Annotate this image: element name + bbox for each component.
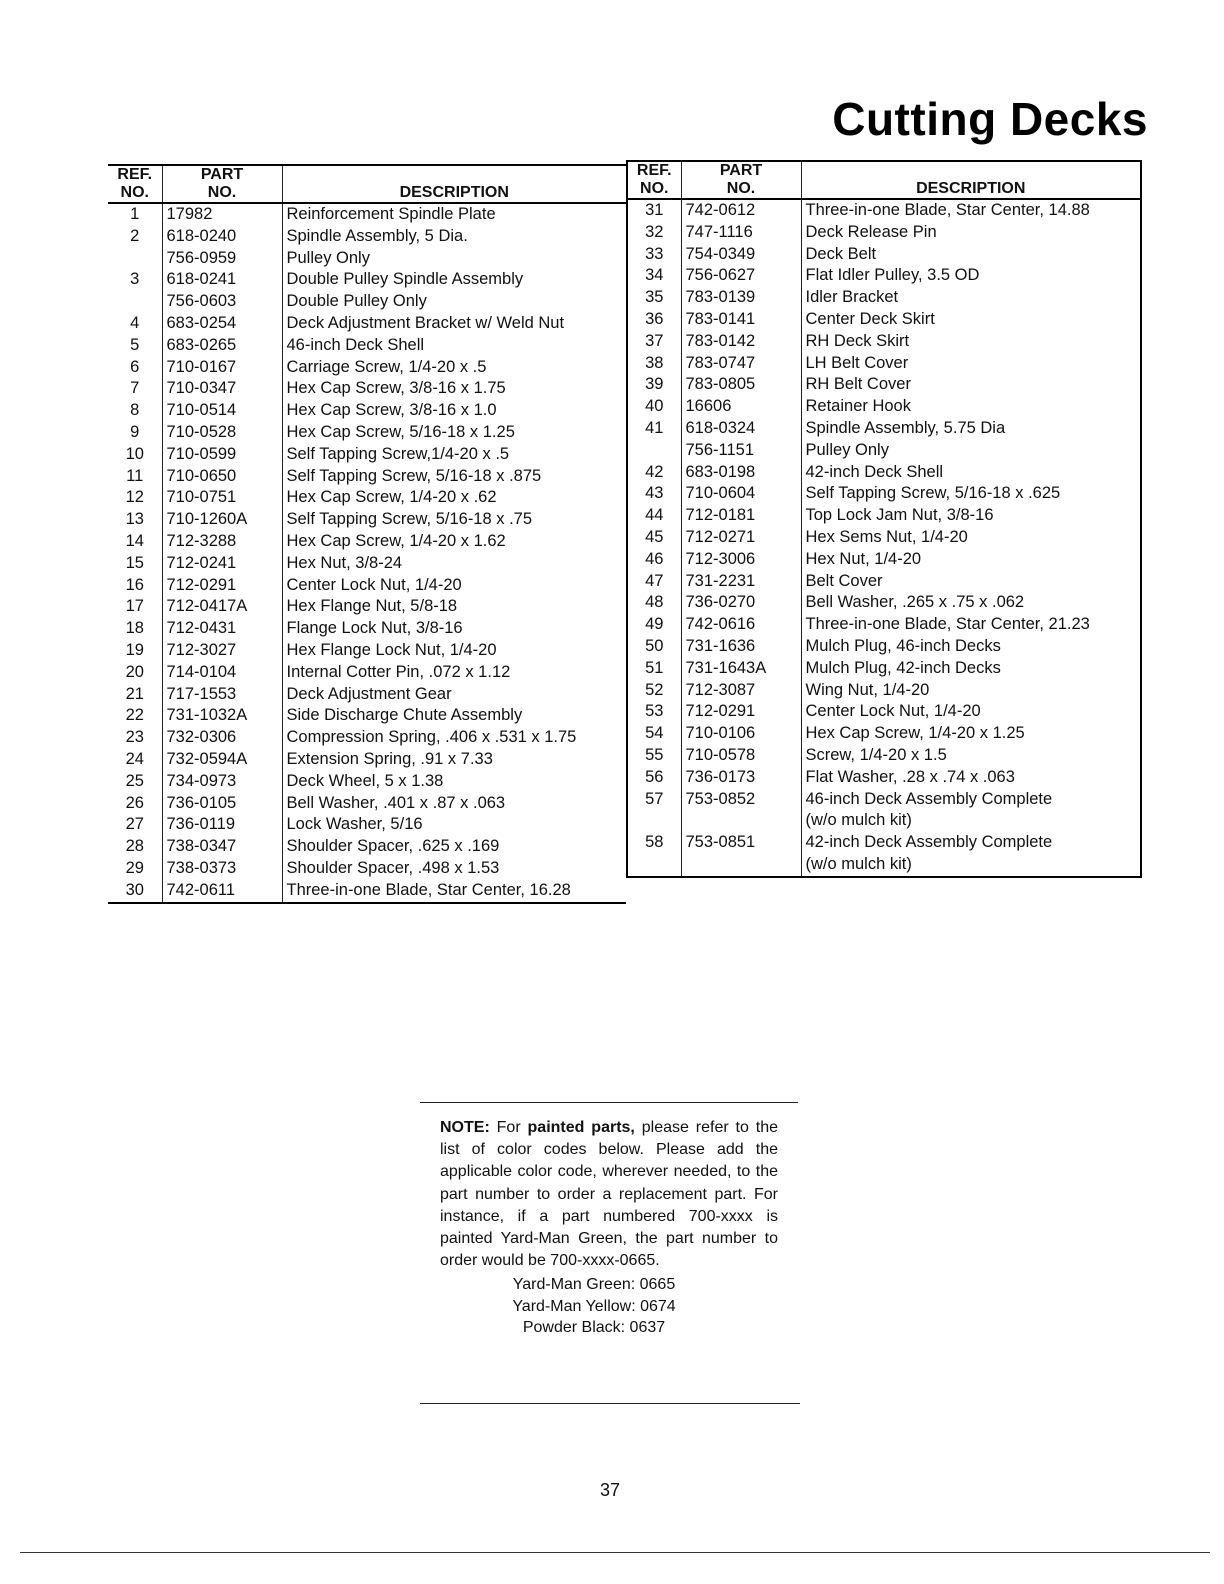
description-cell: Hex Flange Lock Nut, 1/4-20 xyxy=(282,640,626,662)
part-no-cell: 712-0417A xyxy=(162,596,282,618)
description-cell: LH Belt Cover xyxy=(801,353,1141,375)
description-cell: Lock Washer, 5/16 xyxy=(282,814,626,836)
parts-table-right-body xyxy=(627,199,1141,877)
ref-no-cell: 40 xyxy=(645,397,664,416)
table-row xyxy=(108,749,626,771)
table-row xyxy=(108,858,626,880)
ref-no-cell: 4 xyxy=(130,313,140,332)
description-cell: Pulley Only xyxy=(801,440,1141,462)
part-no-cell: 712-3006 xyxy=(681,549,801,571)
description-cell: Deck Adjustment Bracket w/ Weld Nut xyxy=(282,313,626,335)
ref-no-cell: 3 xyxy=(130,270,140,289)
table-row xyxy=(627,483,1141,505)
ref-no-cell xyxy=(108,291,162,313)
part-no-cell: 712-3288 xyxy=(162,531,282,553)
table-row xyxy=(627,789,1141,811)
part-no-cell xyxy=(681,854,801,877)
description-cell: Deck Adjustment Gear xyxy=(282,684,626,706)
part-no-cell: 17982 xyxy=(162,203,282,226)
description-cell: Shoulder Spacer, .625 x .169 xyxy=(282,836,626,858)
header-description: DESCRIPTION xyxy=(801,161,1141,199)
part-no-cell: 710-0650 xyxy=(162,466,282,488)
description-cell: Shoulder Spacer, .498 x 1.53 xyxy=(282,858,626,880)
part-no-cell: 731-1636 xyxy=(681,636,801,658)
part-no-cell: 717-1553 xyxy=(162,684,282,706)
table-row xyxy=(627,592,1141,614)
parts-table-left xyxy=(108,164,626,904)
description-cell: Hex Cap Screw, 1/4-20 x .62 xyxy=(282,487,626,509)
table-row xyxy=(108,596,626,618)
part-no-cell: 710-0578 xyxy=(681,745,801,767)
table-row xyxy=(108,836,626,858)
table-row xyxy=(627,549,1141,571)
part-no-cell: 710-1260A xyxy=(162,509,282,531)
table-row xyxy=(627,832,1141,854)
description-cell: Spindle Assembly, 5 Dia. xyxy=(282,226,626,248)
description-cell: (w/o mulch kit) xyxy=(801,810,1141,832)
table-row xyxy=(627,680,1141,702)
table-row xyxy=(108,575,626,597)
table-row xyxy=(108,335,626,357)
part-no-cell: 714-0104 xyxy=(162,662,282,684)
part-no-cell: 731-1032A xyxy=(162,705,282,727)
description-cell: Extension Spring, .91 x 7.33 xyxy=(282,749,626,771)
description-cell: 42-inch Deck Assembly Complete xyxy=(801,832,1141,854)
description-cell: Bell Washer, .265 x .75 x .062 xyxy=(801,592,1141,614)
color-code-item: Yard-Man Yellow: 0674 xyxy=(512,1297,676,1315)
description-cell: RH Belt Cover xyxy=(801,374,1141,396)
ref-no-cell: 17 xyxy=(125,597,144,616)
part-no-cell: 710-0604 xyxy=(681,483,801,505)
ref-no-cell: 26 xyxy=(125,793,144,812)
description-cell: Hex Cap Screw, 5/16-18 x 1.25 xyxy=(282,422,626,444)
part-no-cell: 712-3027 xyxy=(162,640,282,662)
ref-no-cell: 28 xyxy=(125,837,144,856)
ref-no-cell: 39 xyxy=(645,375,664,394)
part-no-cell: 783-0747 xyxy=(681,353,801,375)
description-cell: RH Deck Skirt xyxy=(801,331,1141,353)
description-cell: 46-inch Deck Shell xyxy=(282,335,626,357)
part-no-cell: 742-0616 xyxy=(681,614,801,636)
table-row xyxy=(627,418,1141,440)
part-no-cell: 712-3087 xyxy=(681,680,801,702)
part-no-cell: 683-0265 xyxy=(162,335,282,357)
ref-no-cell: 18 xyxy=(125,619,144,638)
description-cell: Bell Washer, .401 x .87 x .063 xyxy=(282,793,626,815)
part-no-cell: 756-0603 xyxy=(162,291,282,313)
ref-no-cell: 33 xyxy=(645,244,664,263)
header-description: DESCRIPTION xyxy=(282,165,626,203)
table-row xyxy=(627,440,1141,462)
header-ref-no: REF. NO. xyxy=(108,165,162,203)
ref-no-cell: 11 xyxy=(126,466,144,485)
table-row xyxy=(108,793,626,815)
ref-no-cell: 50 xyxy=(645,636,664,655)
table-row xyxy=(627,244,1141,266)
description-cell: Screw, 1/4-20 x 1.5 xyxy=(801,745,1141,767)
table-row xyxy=(627,701,1141,723)
description-cell: Reinforcement Spindle Plate xyxy=(282,203,626,226)
description-cell: Mulch Plug, 42-inch Decks xyxy=(801,658,1141,680)
description-cell: Three-in-one Blade, Star Center, 21.23 xyxy=(801,614,1141,636)
ref-no-cell: 48 xyxy=(645,593,664,612)
table-row xyxy=(108,640,626,662)
ref-no-cell: 34 xyxy=(645,266,664,285)
ref-no-cell: 23 xyxy=(125,728,144,747)
part-no-cell: 16606 xyxy=(681,396,801,418)
table-row xyxy=(108,422,626,444)
table-row xyxy=(108,313,626,335)
table-row xyxy=(627,636,1141,658)
ref-no-cell: 16 xyxy=(125,575,144,594)
description-cell: Deck Wheel, 5 x 1.38 xyxy=(282,771,626,793)
part-no-cell: 783-0141 xyxy=(681,309,801,331)
ref-no-cell: 15 xyxy=(125,553,144,572)
ref-no-cell: 14 xyxy=(125,531,144,550)
note-text-before: For xyxy=(496,1119,521,1136)
part-no-cell: 783-0139 xyxy=(681,287,801,309)
description-cell: Self Tapping Screw, 5/16-18 x .875 xyxy=(282,466,626,488)
description-cell: Hex Cap Screw, 1/4-20 x 1.25 xyxy=(801,723,1141,745)
table-row xyxy=(627,614,1141,636)
table-row xyxy=(627,854,1141,877)
page-number: 37 xyxy=(599,1480,621,1500)
part-no-cell: 710-0514 xyxy=(162,400,282,422)
ref-no-cell: 55 xyxy=(645,745,664,764)
table-row xyxy=(108,814,626,836)
part-no-cell: 618-0240 xyxy=(162,226,282,248)
description-cell: Center Lock Nut, 1/4-20 xyxy=(282,575,626,597)
part-no-cell: 710-0347 xyxy=(162,378,282,400)
part-no-cell: 738-0347 xyxy=(162,836,282,858)
description-cell: Hex Cap Screw, 3/8-16 x 1.0 xyxy=(282,400,626,422)
ref-no-cell: 2 xyxy=(130,226,140,245)
table-row xyxy=(627,331,1141,353)
ref-no-cell: 38 xyxy=(645,353,664,372)
note-text-after: please refer to the list of color codes below. Please add the applicable color code, wherever needed, to the part number to order a replacement part. For instance, if a part numbered 700-xxxx is painted Yard-Man Green, the part number to order would be 700-xxxx-0665. xyxy=(440,1119,778,1270)
part-no-cell: 712-0271 xyxy=(681,527,801,549)
table-row xyxy=(108,444,626,466)
table-row xyxy=(108,357,626,379)
table-row xyxy=(627,222,1141,244)
table-row xyxy=(627,265,1141,287)
ref-no-cell xyxy=(108,248,162,270)
ref-no-cell: 43 xyxy=(645,484,664,503)
table-row xyxy=(108,705,626,727)
part-no-cell: 754-0349 xyxy=(681,244,801,266)
ref-no-cell: 56 xyxy=(645,767,664,786)
description-cell: 46-inch Deck Assembly Complete xyxy=(801,789,1141,811)
part-no-cell: 756-0959 xyxy=(162,248,282,270)
part-no-cell: 731-1643A xyxy=(681,658,801,680)
ref-no-cell: 27 xyxy=(125,815,144,834)
description-cell: Self Tapping Screw, 5/16-18 x .625 xyxy=(801,483,1141,505)
description-cell: Top Lock Jam Nut, 3/8-16 xyxy=(801,505,1141,527)
parts-table-left-body xyxy=(108,203,626,903)
table-row xyxy=(108,291,626,313)
ref-no-cell: 22 xyxy=(125,706,144,725)
table-row xyxy=(108,553,626,575)
description-cell: Carriage Screw, 1/4-20 x .5 xyxy=(282,357,626,379)
ref-no-cell: 53 xyxy=(645,702,664,721)
ref-no-cell: 12 xyxy=(125,488,144,507)
part-no-cell: 618-0241 xyxy=(162,269,282,291)
ref-no-cell xyxy=(627,440,681,462)
part-no-cell: 710-0751 xyxy=(162,487,282,509)
part-no-cell: 710-0599 xyxy=(162,444,282,466)
part-no-cell: 742-0611 xyxy=(162,880,282,903)
description-cell: Pulley Only xyxy=(282,248,626,270)
note-bottom-rule xyxy=(420,1403,800,1404)
ref-no-cell: 42 xyxy=(645,462,664,481)
ref-no-cell: 1 xyxy=(130,205,140,223)
ref-no-cell: 8 xyxy=(130,401,140,420)
description-cell: Hex Nut, 3/8-24 xyxy=(282,553,626,575)
description-cell: Side Discharge Chute Assembly xyxy=(282,705,626,727)
ref-no-cell: 57 xyxy=(645,789,664,808)
table-row xyxy=(108,727,626,749)
ref-no-cell xyxy=(627,810,681,832)
part-no-cell: 753-0851 xyxy=(681,832,801,854)
ref-no-cell: 51 xyxy=(645,658,664,677)
parts-table-right xyxy=(626,160,1142,878)
part-no-cell: 732-0306 xyxy=(162,727,282,749)
description-cell: Wing Nut, 1/4-20 xyxy=(801,680,1141,702)
ref-no-cell: 9 xyxy=(130,422,140,441)
header-part-no: PART NO. xyxy=(162,165,282,203)
part-no-cell: 734-0973 xyxy=(162,771,282,793)
table-row xyxy=(108,487,626,509)
note-label: NOTE: xyxy=(440,1119,490,1136)
color-code-item: Powder Black: 0637 xyxy=(522,1319,666,1337)
table-row xyxy=(108,662,626,684)
ref-no-cell: 29 xyxy=(125,858,144,877)
table-row xyxy=(108,269,626,291)
table-row xyxy=(108,203,626,226)
description-cell: Deck Belt xyxy=(801,244,1141,266)
table-row xyxy=(627,462,1141,484)
table-row xyxy=(108,531,626,553)
description-cell: 42-inch Deck Shell xyxy=(801,462,1141,484)
part-no-cell: 742-0612 xyxy=(681,199,801,222)
color-code-item: Yard-Man Green: 0665 xyxy=(512,1276,676,1294)
table-row xyxy=(108,248,626,270)
color-code-list xyxy=(440,1274,778,1339)
description-cell: Spindle Assembly, 5.75 Dia xyxy=(801,418,1141,440)
table-row xyxy=(108,618,626,640)
part-no-cell: 783-0142 xyxy=(681,331,801,353)
table-row xyxy=(627,767,1141,789)
part-no-cell: 736-0119 xyxy=(162,814,282,836)
table-row xyxy=(108,466,626,488)
table-row xyxy=(108,684,626,706)
description-cell: Self Tapping Screw,1/4-20 x .5 xyxy=(282,444,626,466)
part-no-cell: 712-0431 xyxy=(162,618,282,640)
table-row xyxy=(627,505,1141,527)
description-cell: Center Lock Nut, 1/4-20 xyxy=(801,701,1141,723)
ref-no-cell: 49 xyxy=(645,615,664,634)
painted-parts-note xyxy=(420,1102,798,1405)
ref-no-cell xyxy=(627,854,681,877)
table-row xyxy=(627,723,1141,745)
part-no-cell: 731-2231 xyxy=(681,571,801,593)
table-row xyxy=(627,309,1141,331)
description-cell: Retainer Hook xyxy=(801,396,1141,418)
table-row xyxy=(108,226,626,248)
description-cell: Self Tapping Screw, 5/16-18 x .75 xyxy=(282,509,626,531)
part-no-cell: 747-1116 xyxy=(681,222,801,244)
description-cell: Deck Release Pin xyxy=(801,222,1141,244)
ref-no-cell: 6 xyxy=(130,357,140,376)
description-cell: Compression Spring, .406 x .531 x 1.75 xyxy=(282,727,626,749)
ref-no-cell: 35 xyxy=(645,288,664,307)
part-no-cell xyxy=(681,810,801,832)
table-row xyxy=(108,378,626,400)
ref-no-cell: 21 xyxy=(125,684,144,703)
note-bold-phrase: painted parts, xyxy=(527,1119,635,1136)
table-row xyxy=(108,771,626,793)
part-no-cell: 753-0852 xyxy=(681,789,801,811)
ref-no-cell: 45 xyxy=(645,527,664,546)
description-cell: Flange Lock Nut, 3/8-16 xyxy=(282,618,626,640)
description-cell: Three-in-one Blade, Star Center, 14.88 xyxy=(801,199,1141,222)
description-cell: Flat Washer, .28 x .74 x .063 xyxy=(801,767,1141,789)
table-row xyxy=(627,287,1141,309)
part-no-cell: 712-0291 xyxy=(162,575,282,597)
part-no-cell: 618-0324 xyxy=(681,418,801,440)
ref-no-cell: 36 xyxy=(645,309,664,328)
ref-no-cell: 10 xyxy=(125,444,144,463)
ref-no-cell: 24 xyxy=(125,749,144,768)
table-row xyxy=(108,400,626,422)
part-no-cell: 710-0528 xyxy=(162,422,282,444)
description-cell: Internal Cotter Pin, .072 x 1.12 xyxy=(282,662,626,684)
description-cell: Hex Sems Nut, 1/4-20 xyxy=(801,527,1141,549)
description-cell: Mulch Plug, 46-inch Decks xyxy=(801,636,1141,658)
ref-no-cell: 5 xyxy=(130,335,140,354)
description-cell: Belt Cover xyxy=(801,571,1141,593)
ref-no-cell: 19 xyxy=(125,640,144,659)
part-no-cell: 683-0254 xyxy=(162,313,282,335)
part-no-cell: 738-0373 xyxy=(162,858,282,880)
ref-no-cell: 25 xyxy=(125,771,144,790)
description-cell: Hex Cap Screw, 1/4-20 x 1.62 xyxy=(282,531,626,553)
page-title: Cutting Decks xyxy=(832,93,1148,145)
part-no-cell: 712-0181 xyxy=(681,505,801,527)
ref-no-cell: 58 xyxy=(645,833,664,852)
table-row xyxy=(627,745,1141,767)
header-part-no: PART NO. xyxy=(681,161,801,199)
description-cell: Three-in-one Blade, Star Center, 16.28 xyxy=(282,880,626,903)
table-row xyxy=(627,396,1141,418)
ref-no-cell: 46 xyxy=(645,549,664,568)
ref-no-cell: 47 xyxy=(645,571,664,590)
description-cell: Idler Bracket xyxy=(801,287,1141,309)
part-no-cell: 736-0173 xyxy=(681,767,801,789)
ref-no-cell: 52 xyxy=(645,680,664,699)
ref-no-cell: 54 xyxy=(645,724,664,743)
ref-no-cell: 37 xyxy=(645,331,664,350)
ref-no-cell: 32 xyxy=(645,222,664,241)
part-no-cell: 756-0627 xyxy=(681,265,801,287)
part-no-cell: 712-0291 xyxy=(681,701,801,723)
ref-no-cell: 41 xyxy=(645,418,664,437)
part-no-cell: 736-0270 xyxy=(681,592,801,614)
table-row xyxy=(627,571,1141,593)
ref-no-cell: 31 xyxy=(645,201,664,219)
description-cell: Hex Nut, 1/4-20 xyxy=(801,549,1141,571)
description-cell: (w/o mulch kit) xyxy=(801,854,1141,877)
header-ref-no: REF. NO. xyxy=(627,161,681,199)
part-no-cell: 756-1151 xyxy=(681,440,801,462)
table-row xyxy=(627,199,1141,222)
description-cell: Double Pulley Only xyxy=(282,291,626,313)
description-cell: Center Deck Skirt xyxy=(801,309,1141,331)
ref-no-cell: 13 xyxy=(125,510,144,529)
part-no-cell: 732-0594A xyxy=(162,749,282,771)
description-cell: Double Pulley Spindle Assembly xyxy=(282,269,626,291)
ref-no-cell: 30 xyxy=(125,880,144,899)
part-no-cell: 736-0105 xyxy=(162,793,282,815)
part-no-cell: 683-0198 xyxy=(681,462,801,484)
table-row xyxy=(627,658,1141,680)
part-no-cell: 783-0805 xyxy=(681,374,801,396)
part-no-cell: 710-0106 xyxy=(681,723,801,745)
description-cell: Hex Flange Nut, 5/8-18 xyxy=(282,596,626,618)
part-no-cell: 712-0241 xyxy=(162,553,282,575)
description-cell: Flat Idler Pulley, 3.5 OD xyxy=(801,265,1141,287)
table-row xyxy=(108,880,626,903)
description-cell: Hex Cap Screw, 3/8-16 x 1.75 xyxy=(282,378,626,400)
page-bottom-rule xyxy=(20,1552,1210,1553)
table-row xyxy=(627,374,1141,396)
ref-no-cell: 7 xyxy=(130,379,140,398)
part-no-cell: 710-0167 xyxy=(162,357,282,379)
table-row xyxy=(108,509,626,531)
table-row xyxy=(627,527,1141,549)
ref-no-cell: 20 xyxy=(125,662,144,681)
table-row xyxy=(627,353,1141,375)
ref-no-cell: 44 xyxy=(645,506,664,525)
table-row xyxy=(627,810,1141,832)
note-text xyxy=(440,1117,778,1339)
